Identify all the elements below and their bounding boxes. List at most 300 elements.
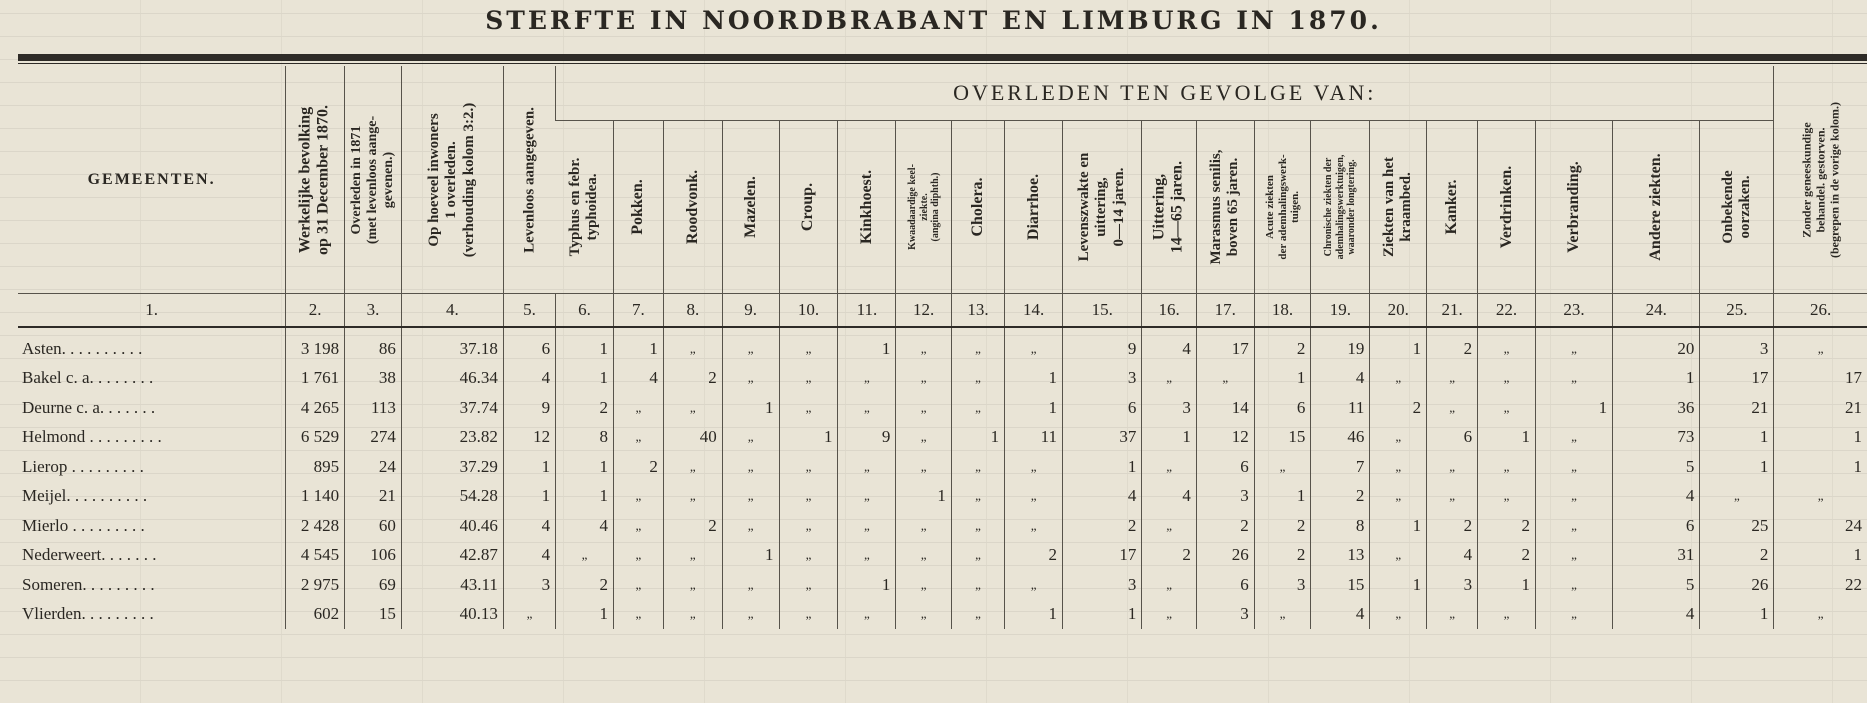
table-cell: „ bbox=[722, 423, 779, 453]
column-number: 11. bbox=[838, 294, 896, 328]
header-label: Acute ziekten der ademhalingswerk- tuigen. bbox=[1263, 154, 1301, 260]
table-cell: 12 bbox=[1196, 423, 1254, 453]
table-cell: 21 bbox=[345, 482, 402, 512]
spacer-cell bbox=[722, 327, 779, 334]
table-cell: 36 bbox=[1613, 393, 1700, 423]
header-col-23 bbox=[1535, 121, 1612, 294]
column-number: 13. bbox=[951, 294, 1004, 328]
table-cell: „ bbox=[896, 393, 952, 423]
table-cell: 40 bbox=[663, 423, 722, 453]
table-cell: „ bbox=[722, 482, 779, 512]
table-cell: „ bbox=[951, 364, 1004, 394]
header-label: Diarrhoe. bbox=[1024, 173, 1042, 241]
table-cell: 2 bbox=[1063, 511, 1142, 541]
spacer-cell bbox=[663, 327, 722, 334]
header-label: Ziekten van het kraambed. bbox=[1380, 156, 1415, 258]
page-title: STERFTE IN NOORDBRABANT EN LIMBURG IN 1870. bbox=[485, 6, 1382, 35]
table-cell: 4 bbox=[1311, 600, 1370, 630]
column-number-row bbox=[18, 294, 1867, 328]
header-label: Roodvonk. bbox=[683, 169, 701, 245]
header-col-7 bbox=[613, 121, 663, 294]
header-col-13 bbox=[951, 121, 1004, 294]
header-label: Cholera. bbox=[968, 177, 986, 237]
table-cell: „ bbox=[663, 482, 722, 512]
header-col-21 bbox=[1427, 121, 1478, 294]
table-cell: 8 bbox=[556, 423, 614, 453]
column-number: 3. bbox=[345, 294, 402, 328]
table-cell: „ bbox=[896, 541, 952, 571]
table-cell: 11 bbox=[1005, 423, 1063, 453]
column-number: 19. bbox=[1311, 294, 1370, 328]
header-label: Verdrinken. bbox=[1497, 165, 1515, 249]
table-cell: 113 bbox=[345, 393, 402, 423]
table-cell: „ bbox=[779, 364, 838, 394]
table-cell: 1 bbox=[556, 600, 614, 630]
table-cell: 3 bbox=[1142, 393, 1196, 423]
table-cell: „ bbox=[838, 600, 896, 630]
table-cell: „ bbox=[1774, 334, 1867, 364]
spacer-cell bbox=[503, 327, 555, 334]
table-cell: 3 198 bbox=[286, 334, 345, 364]
table-cell: 17 bbox=[1196, 334, 1254, 364]
table-cell: 2 bbox=[1254, 511, 1311, 541]
table-cell: „ bbox=[1005, 511, 1063, 541]
table-cell: „ bbox=[838, 511, 896, 541]
table-row bbox=[18, 393, 1867, 423]
table-cell: „ bbox=[1478, 334, 1536, 364]
table-cell: „ bbox=[1774, 600, 1867, 630]
header-label: Levenszwakte en uittering, 0—14 jaren. bbox=[1076, 152, 1127, 262]
table-cell: „ bbox=[613, 570, 663, 600]
table-cell: „ bbox=[779, 511, 838, 541]
table-cell: 1 bbox=[503, 482, 555, 512]
table-cell: „ bbox=[779, 334, 838, 364]
table-cell: 8 bbox=[1311, 511, 1370, 541]
table-cell: 17 bbox=[1774, 364, 1867, 394]
spacer-cell bbox=[286, 327, 345, 334]
table-cell: 2 bbox=[1254, 541, 1311, 571]
table-cell: 1 bbox=[838, 570, 896, 600]
table-cell: 3 bbox=[1196, 600, 1254, 630]
table-cell: „ bbox=[779, 600, 838, 630]
table-cell: 2 bbox=[1478, 541, 1536, 571]
table-cell: 11 bbox=[1311, 393, 1370, 423]
table-cell: 54.28 bbox=[401, 482, 503, 512]
table-cell: 1 bbox=[1063, 452, 1142, 482]
table-cell: „ bbox=[1427, 600, 1478, 630]
spacer-cell bbox=[896, 327, 952, 334]
table-cell: 26 bbox=[1196, 541, 1254, 571]
header-col-5: Levenloos aangegeven. bbox=[503, 66, 555, 294]
table-cell: 6 bbox=[503, 334, 555, 364]
table-cell: „ bbox=[951, 600, 1004, 630]
table-cell: „ bbox=[1427, 452, 1478, 482]
table-cell: „ bbox=[722, 364, 779, 394]
table-cell: 46.34 bbox=[401, 364, 503, 394]
spacer-cell bbox=[556, 327, 614, 334]
municipality-name: Deurne c. a. . . . . . . bbox=[22, 397, 156, 417]
table-cell: 9 bbox=[838, 423, 896, 453]
column-number: 14. bbox=[1005, 294, 1063, 328]
table-cell: 2 bbox=[663, 364, 722, 394]
spacer-cell bbox=[1478, 327, 1536, 334]
table-cell: 3 bbox=[1063, 570, 1142, 600]
table-cell: „ bbox=[613, 393, 663, 423]
table-cell: „ bbox=[1478, 600, 1536, 630]
table-cell: 1 bbox=[1370, 570, 1427, 600]
table-cell: 5 bbox=[1613, 570, 1700, 600]
table-cell: 6 bbox=[1254, 393, 1311, 423]
table-cell: 4 265 bbox=[286, 393, 345, 423]
spacer-cell bbox=[838, 327, 896, 334]
header-col-9 bbox=[722, 121, 779, 294]
spacer-cell bbox=[1005, 327, 1063, 334]
municipality-name: Helmond . . . . . . . . . bbox=[22, 427, 162, 447]
table-cell: 15 bbox=[1254, 423, 1311, 453]
column-number: 21. bbox=[1427, 294, 1478, 328]
table-cell: „ bbox=[1535, 541, 1612, 571]
table-cell: 3 bbox=[503, 570, 555, 600]
table-cell: 1 bbox=[1774, 541, 1867, 571]
group-header: OVERLEDEN TEN GEVOLGE VAN: bbox=[556, 66, 1774, 121]
header-col-12 bbox=[896, 121, 952, 294]
table-cell: „ bbox=[663, 334, 722, 364]
header-col-15 bbox=[1063, 121, 1142, 294]
table-cell: 1 bbox=[1254, 364, 1311, 394]
table-cell: „ bbox=[896, 452, 952, 482]
table-cell: 2 bbox=[1196, 511, 1254, 541]
table-cell: 2 bbox=[1142, 541, 1196, 571]
header-col-19 bbox=[1311, 121, 1370, 294]
table-cell: 13 bbox=[1311, 541, 1370, 571]
table-cell: 40.13 bbox=[401, 600, 503, 630]
table-cell: 106 bbox=[345, 541, 402, 571]
column-number: 22. bbox=[1478, 294, 1536, 328]
table-cell: „ bbox=[613, 541, 663, 571]
table-cell: „ bbox=[896, 423, 952, 453]
table-cell: 1 bbox=[556, 482, 614, 512]
table-cell: 3 bbox=[1700, 334, 1774, 364]
table-cell: „ bbox=[1005, 482, 1063, 512]
header-row-top bbox=[18, 66, 1867, 121]
header-label: Verbranding. bbox=[1564, 161, 1582, 253]
table-cell: 4 bbox=[613, 364, 663, 394]
spacer-cell bbox=[1774, 327, 1867, 334]
table-cell: 2 bbox=[556, 570, 614, 600]
table-cell: 2 bbox=[1700, 541, 1774, 571]
table-cell: 1 bbox=[1774, 423, 1867, 453]
table-cell: 26 bbox=[1700, 570, 1774, 600]
table-cell: „ bbox=[1142, 452, 1196, 482]
table-cell: 1 bbox=[1700, 452, 1774, 482]
table-cell: 42.87 bbox=[401, 541, 503, 571]
header-label: Kanker. bbox=[1442, 179, 1460, 235]
table-cell: 2 bbox=[1478, 511, 1536, 541]
top-thick-rule bbox=[18, 54, 1867, 61]
column-number: 6. bbox=[556, 294, 614, 328]
table-cell: „ bbox=[896, 600, 952, 630]
table-cell: 46 bbox=[1311, 423, 1370, 453]
spacer-cell bbox=[1535, 327, 1612, 334]
table-cell: 6 bbox=[1196, 570, 1254, 600]
mortality-table bbox=[18, 66, 1867, 629]
table-cell: 4 bbox=[503, 364, 555, 394]
table-cell: „ bbox=[613, 600, 663, 630]
table-cell: 21 bbox=[1700, 393, 1774, 423]
column-number: 16. bbox=[1142, 294, 1196, 328]
table-cell: „ bbox=[951, 541, 1004, 571]
header-col-20 bbox=[1370, 121, 1427, 294]
table-cell: „ bbox=[1254, 452, 1311, 482]
header-col-18 bbox=[1254, 121, 1311, 294]
column-number: 10. bbox=[779, 294, 838, 328]
spacer-cell bbox=[951, 327, 1004, 334]
table-cell: 1 bbox=[1478, 570, 1536, 600]
table-cell: 40.46 bbox=[401, 511, 503, 541]
table-cell: 274 bbox=[345, 423, 402, 453]
header-col-16 bbox=[1142, 121, 1196, 294]
table-cell: 4 bbox=[1063, 482, 1142, 512]
column-number: 1. bbox=[18, 294, 286, 328]
table-cell: 3 bbox=[1427, 570, 1478, 600]
table-row bbox=[18, 600, 1867, 630]
spacer-cell bbox=[345, 327, 402, 334]
table-cell: 37 bbox=[1063, 423, 1142, 453]
table-cell: 895 bbox=[286, 452, 345, 482]
table-cell: 1 bbox=[556, 334, 614, 364]
municipality-name: Meijel. . . . . . . . . . bbox=[22, 486, 148, 506]
table-cell: 1 bbox=[838, 334, 896, 364]
table-cell: 4 bbox=[503, 541, 555, 571]
table-cell: „ bbox=[1370, 482, 1427, 512]
table-cell: „ bbox=[951, 452, 1004, 482]
table-cell: „ bbox=[1005, 570, 1063, 600]
header-gemeenten: GEMEENTEN. bbox=[87, 170, 216, 188]
table-cell: „ bbox=[1478, 393, 1536, 423]
municipality-name: Someren. . . . . . . . . bbox=[22, 574, 155, 594]
header-col-4: Op hoeveel inwoners 1 overleden. (verhouding kolom 3:2.) bbox=[401, 66, 503, 294]
table-cell: 17 bbox=[1063, 541, 1142, 571]
header-label: Typhus en febr. typhoidea. bbox=[567, 157, 601, 257]
spacer-cell bbox=[1196, 327, 1254, 334]
column-number: 26. bbox=[1774, 294, 1867, 328]
table-cell: 6 529 bbox=[286, 423, 345, 453]
table-cell: „ bbox=[1535, 452, 1612, 482]
table-cell: 4 bbox=[503, 511, 555, 541]
table-cell: 4 bbox=[1613, 600, 1700, 630]
table-cell: „ bbox=[896, 570, 952, 600]
table-cell: 86 bbox=[345, 334, 402, 364]
table-cell: 4 bbox=[1311, 364, 1370, 394]
table-cell: 69 bbox=[345, 570, 402, 600]
table-cell: 17 bbox=[1700, 364, 1774, 394]
table-cell: 2 975 bbox=[286, 570, 345, 600]
table-cell: „ bbox=[663, 452, 722, 482]
table-cell: 1 bbox=[556, 364, 614, 394]
table-cell: 2 bbox=[1254, 334, 1311, 364]
table-cell: 3 bbox=[1063, 364, 1142, 394]
table-cell: 37.74 bbox=[401, 393, 503, 423]
table-cell: „ bbox=[1005, 452, 1063, 482]
header-label: Andere ziekten. bbox=[1647, 153, 1665, 261]
table-cell: 1 bbox=[503, 452, 555, 482]
table-cell: „ bbox=[779, 452, 838, 482]
table-cell: „ bbox=[779, 570, 838, 600]
table-cell: 73 bbox=[1613, 423, 1700, 453]
spacer-row bbox=[18, 327, 1867, 334]
table-row bbox=[18, 334, 1867, 364]
header-label: Chronische ziekten der ademhalingswerktuigen, waaronder longtering. bbox=[1323, 154, 1358, 260]
table-cell: „ bbox=[1142, 600, 1196, 630]
table-cell: 12 bbox=[503, 423, 555, 453]
table-cell: 1 bbox=[1063, 600, 1142, 630]
table-cell: „ bbox=[896, 334, 952, 364]
table-cell: 20 bbox=[1613, 334, 1700, 364]
municipality-name: Mierlo . . . . . . . . . bbox=[22, 515, 145, 535]
table-row bbox=[18, 511, 1867, 541]
table-cell: 1 bbox=[1254, 482, 1311, 512]
municipality-name: Bakel c. a. . . . . . . . bbox=[22, 368, 154, 388]
table-cell: „ bbox=[779, 482, 838, 512]
header-label: Kinkhoest. bbox=[857, 169, 875, 245]
table-cell: 1 bbox=[1005, 364, 1063, 394]
table-cell: „ bbox=[722, 570, 779, 600]
table-cell: 2 bbox=[1370, 393, 1427, 423]
header-label: Uittering, 14—65 jaren. bbox=[1150, 160, 1187, 254]
table-cell: 1 bbox=[896, 482, 952, 512]
table-cell: „ bbox=[1774, 482, 1867, 512]
table-cell: 4 bbox=[1142, 334, 1196, 364]
table-cell: 1 140 bbox=[286, 482, 345, 512]
table-cell: „ bbox=[663, 393, 722, 423]
table-cell: 6 bbox=[1063, 393, 1142, 423]
table-cell: 15 bbox=[1311, 570, 1370, 600]
table-cell: „ bbox=[1535, 511, 1612, 541]
header-col-17 bbox=[1196, 121, 1254, 294]
table-cell: 1 bbox=[1370, 511, 1427, 541]
table-cell: 24 bbox=[345, 452, 402, 482]
table-cell: „ bbox=[838, 482, 896, 512]
table-cell: 4 bbox=[1427, 541, 1478, 571]
table-cell: 6 bbox=[1196, 452, 1254, 482]
table-cell: 2 bbox=[613, 452, 663, 482]
table-cell: 1 bbox=[1700, 600, 1774, 630]
table-cell: 4 bbox=[1142, 482, 1196, 512]
table-cell: 1 bbox=[613, 334, 663, 364]
column-number: 20. bbox=[1370, 294, 1427, 328]
table-cell: „ bbox=[838, 393, 896, 423]
table-cell: 4 545 bbox=[286, 541, 345, 571]
table-cell: 4 bbox=[1613, 482, 1700, 512]
table-cell: 19 bbox=[1311, 334, 1370, 364]
spacer-cell bbox=[779, 327, 838, 334]
table-cell: 1 bbox=[1370, 334, 1427, 364]
table-cell: „ bbox=[1142, 570, 1196, 600]
table-row bbox=[18, 452, 1867, 482]
column-number: 4. bbox=[401, 294, 503, 328]
table-cell: „ bbox=[556, 541, 614, 571]
table-cell: 1 bbox=[722, 541, 779, 571]
table-cell: 1 bbox=[779, 423, 838, 453]
spacer-cell bbox=[1254, 327, 1311, 334]
table-cell: 5 bbox=[1613, 452, 1700, 482]
table-cell: „ bbox=[1142, 511, 1196, 541]
table-cell: „ bbox=[838, 364, 896, 394]
table-cell: „ bbox=[663, 570, 722, 600]
table-cell: „ bbox=[722, 334, 779, 364]
table-cell: 7 bbox=[1311, 452, 1370, 482]
spacer-cell bbox=[1370, 327, 1427, 334]
table-cell: 1 bbox=[1774, 452, 1867, 482]
table-cell: „ bbox=[1535, 423, 1612, 453]
table-cell: „ bbox=[951, 334, 1004, 364]
table-cell: 31 bbox=[1613, 541, 1700, 571]
table-cell: 9 bbox=[1063, 334, 1142, 364]
table-cell: „ bbox=[1535, 570, 1612, 600]
table-cell: 43.11 bbox=[401, 570, 503, 600]
spacer-cell bbox=[1700, 327, 1774, 334]
column-number: 15. bbox=[1063, 294, 1142, 328]
table-cell: „ bbox=[722, 452, 779, 482]
column-number: 25. bbox=[1700, 294, 1774, 328]
table-cell: 60 bbox=[345, 511, 402, 541]
table-cell: „ bbox=[951, 482, 1004, 512]
table-cell: 1 bbox=[1535, 393, 1612, 423]
header-col-24 bbox=[1613, 121, 1700, 294]
table-cell: „ bbox=[1370, 600, 1427, 630]
header-label: Kwaadaardige keel- ziekte. (angina diphth.) bbox=[906, 164, 941, 250]
table-cell: 9 bbox=[503, 393, 555, 423]
table-cell: 602 bbox=[286, 600, 345, 630]
table-cell: 1 bbox=[1142, 423, 1196, 453]
column-number: 7. bbox=[613, 294, 663, 328]
spacer-cell bbox=[613, 327, 663, 334]
table-cell: 1 bbox=[1005, 393, 1063, 423]
table-cell: „ bbox=[838, 541, 896, 571]
table-cell: 15 bbox=[345, 600, 402, 630]
spacer-cell bbox=[1427, 327, 1478, 334]
table-cell: „ bbox=[1370, 364, 1427, 394]
column-number: 12. bbox=[896, 294, 952, 328]
table-cell: 2 bbox=[556, 393, 614, 423]
table-cell: „ bbox=[1427, 364, 1478, 394]
table-cell: „ bbox=[1478, 482, 1536, 512]
table-cell: „ bbox=[1535, 364, 1612, 394]
header-label: Onbekende oorzaken. bbox=[1719, 170, 1753, 244]
municipality-name: Nederweert. . . . . . . bbox=[22, 545, 157, 565]
table-cell: 1 bbox=[1005, 600, 1063, 630]
table-cell: 6 bbox=[1613, 511, 1700, 541]
table-cell: 1 761 bbox=[286, 364, 345, 394]
table-cell: „ bbox=[1478, 364, 1536, 394]
table-cell: „ bbox=[1142, 364, 1196, 394]
table-row bbox=[18, 364, 1867, 394]
table-cell: 3 bbox=[1196, 482, 1254, 512]
table-cell: „ bbox=[1005, 334, 1063, 364]
municipality-name: Lierop . . . . . . . . . bbox=[22, 456, 144, 476]
header-col-8 bbox=[663, 121, 722, 294]
header-label: Mazelen. bbox=[741, 176, 759, 238]
table-cell: „ bbox=[1700, 482, 1774, 512]
table-cell: „ bbox=[1427, 393, 1478, 423]
table-cell: 2 bbox=[663, 511, 722, 541]
table-cell: „ bbox=[1535, 482, 1612, 512]
table-cell: „ bbox=[1370, 541, 1427, 571]
table-cell: „ bbox=[1535, 600, 1612, 630]
table-cell: „ bbox=[663, 541, 722, 571]
table-cell: „ bbox=[779, 541, 838, 571]
header-col-6 bbox=[556, 121, 614, 294]
